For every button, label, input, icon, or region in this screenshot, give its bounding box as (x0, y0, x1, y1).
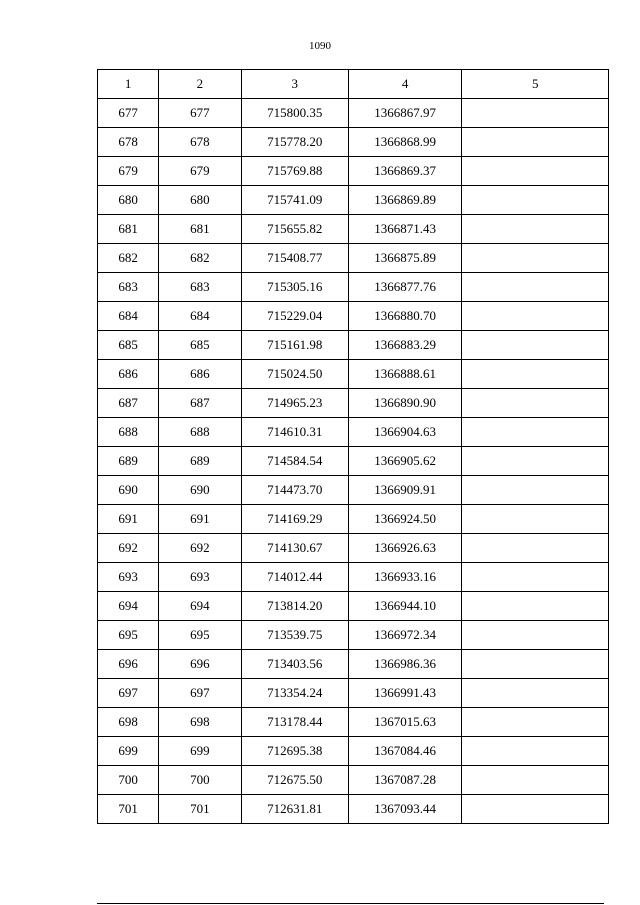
table-cell: 715800.35 (241, 99, 348, 128)
table-cell: 692 (98, 534, 159, 563)
table-row (98, 563, 609, 592)
table-cell: 714584.54 (241, 447, 348, 476)
table-cell: 699 (159, 737, 241, 766)
table-cell: 680 (98, 186, 159, 215)
table-cell: 1366869.89 (348, 186, 461, 215)
table-row (98, 476, 609, 505)
table-cell: 712631.81 (241, 795, 348, 824)
table-row (98, 389, 609, 418)
table-row (98, 157, 609, 186)
table-row (98, 244, 609, 273)
table-cell: 680 (159, 186, 241, 215)
table-cell (462, 737, 609, 766)
table-cell (462, 302, 609, 331)
table-cell: 1367084.46 (348, 737, 461, 766)
table-cell: 687 (159, 389, 241, 418)
table-cell (462, 157, 609, 186)
table-cell: 714012.44 (241, 563, 348, 592)
table-cell (462, 389, 609, 418)
table-cell: 712675.50 (241, 766, 348, 795)
table-cell: 677 (98, 99, 159, 128)
table-cell: 1366868.99 (348, 128, 461, 157)
table-cell: 688 (98, 418, 159, 447)
table-row (98, 360, 609, 389)
table-cell (462, 273, 609, 302)
table-cell: 691 (98, 505, 159, 534)
table-row (98, 447, 609, 476)
table-body (98, 99, 609, 824)
table-cell: 677 (159, 99, 241, 128)
table-cell: 690 (159, 476, 241, 505)
table-cell: 696 (159, 650, 241, 679)
table-cell (462, 621, 609, 650)
table-cell: 681 (159, 215, 241, 244)
table-cell: 1366991.43 (348, 679, 461, 708)
table-cell: 701 (98, 795, 159, 824)
table-cell: 693 (159, 563, 241, 592)
table-cell: 695 (98, 621, 159, 650)
table-row (98, 766, 609, 795)
table-cell: 694 (159, 592, 241, 621)
table-cell: 715305.16 (241, 273, 348, 302)
table-cell: 714965.23 (241, 389, 348, 418)
table-cell: 712695.38 (241, 737, 348, 766)
table-row (98, 621, 609, 650)
table-row (98, 592, 609, 621)
table-row (98, 215, 609, 244)
table-row (98, 128, 609, 157)
table-cell: 715778.20 (241, 128, 348, 157)
table-cell: 684 (159, 302, 241, 331)
table-cell: 682 (159, 244, 241, 273)
table-cell: 713539.75 (241, 621, 348, 650)
coordinates-table (97, 69, 609, 824)
table-row (98, 737, 609, 766)
table-cell: 687 (98, 389, 159, 418)
table-cell: 713814.20 (241, 592, 348, 621)
table-cell: 694 (98, 592, 159, 621)
table-cell: 699 (98, 737, 159, 766)
table-cell: 714130.67 (241, 534, 348, 563)
table-row (98, 708, 609, 737)
table-cell (462, 650, 609, 679)
table-cell: 713403.56 (241, 650, 348, 679)
table-header-row (98, 70, 609, 99)
table-cell: 713354.24 (241, 679, 348, 708)
table-cell (462, 244, 609, 273)
table-cell: 715024.50 (241, 360, 348, 389)
table-cell (462, 476, 609, 505)
table-cell: 686 (98, 360, 159, 389)
table-cell (462, 766, 609, 795)
table-cell: 683 (98, 273, 159, 302)
table-cell: 1366867.97 (348, 99, 461, 128)
column-header: 5 (462, 70, 609, 99)
table-cell: 689 (98, 447, 159, 476)
table-cell: 685 (159, 331, 241, 360)
table-cell: 686 (159, 360, 241, 389)
table-cell: 1366986.36 (348, 650, 461, 679)
table-cell (462, 592, 609, 621)
table-cell: 700 (159, 766, 241, 795)
table-cell: 689 (159, 447, 241, 476)
table-cell (462, 708, 609, 737)
table-cell: 715655.82 (241, 215, 348, 244)
table-cell: 1366944.10 (348, 592, 461, 621)
footer-rule (97, 903, 604, 904)
table-cell: 701 (159, 795, 241, 824)
table-cell: 1366877.76 (348, 273, 461, 302)
table-cell: 1366883.29 (348, 331, 461, 360)
table-cell: 1366888.61 (348, 360, 461, 389)
table-cell (462, 360, 609, 389)
table-cell: 715161.98 (241, 331, 348, 360)
table-cell: 1366880.70 (348, 302, 461, 331)
table-cell: 692 (159, 534, 241, 563)
table-cell (462, 563, 609, 592)
table-cell: 1366909.91 (348, 476, 461, 505)
table-cell: 1366875.89 (348, 244, 461, 273)
table-cell: 684 (98, 302, 159, 331)
table-cell: 681 (98, 215, 159, 244)
table-cell: 691 (159, 505, 241, 534)
table-row (98, 302, 609, 331)
table-cell: 688 (159, 418, 241, 447)
table-cell: 1366904.63 (348, 418, 461, 447)
column-header: 3 (241, 70, 348, 99)
table-cell: 698 (98, 708, 159, 737)
table-cell: 690 (98, 476, 159, 505)
table-cell (462, 534, 609, 563)
table-cell: 714610.31 (241, 418, 348, 447)
table-row (98, 505, 609, 534)
table-row (98, 186, 609, 215)
table-cell (462, 128, 609, 157)
table-cell: 695 (159, 621, 241, 650)
table-cell (462, 679, 609, 708)
table-cell: 1366924.50 (348, 505, 461, 534)
table-cell: 714473.70 (241, 476, 348, 505)
table-cell: 683 (159, 273, 241, 302)
table-cell: 715229.04 (241, 302, 348, 331)
table-cell (462, 505, 609, 534)
table-row (98, 331, 609, 360)
table-cell: 682 (98, 244, 159, 273)
table-cell: 693 (98, 563, 159, 592)
table-row (98, 679, 609, 708)
table-cell (462, 215, 609, 244)
table-cell (462, 99, 609, 128)
table-cell: 715741.09 (241, 186, 348, 215)
page-number: 1090 (309, 40, 331, 52)
table-cell: 1366933.16 (348, 563, 461, 592)
table-cell: 715408.77 (241, 244, 348, 273)
table-cell (462, 795, 609, 824)
table-cell (462, 447, 609, 476)
table-cell: 1366905.62 (348, 447, 461, 476)
table-row (98, 534, 609, 563)
table-cell: 1366972.34 (348, 621, 461, 650)
table-row (98, 99, 609, 128)
table-cell: 714169.29 (241, 505, 348, 534)
table-cell (462, 186, 609, 215)
table-cell: 700 (98, 766, 159, 795)
table-cell: 678 (159, 128, 241, 157)
table-cell: 1367087.28 (348, 766, 461, 795)
table-cell (462, 331, 609, 360)
table-cell: 697 (159, 679, 241, 708)
table-row (98, 273, 609, 302)
table-cell: 679 (159, 157, 241, 186)
table-row (98, 418, 609, 447)
table-cell: 696 (98, 650, 159, 679)
table-cell: 715769.88 (241, 157, 348, 186)
table-cell: 698 (159, 708, 241, 737)
table-cell: 1367093.44 (348, 795, 461, 824)
column-header: 1 (98, 70, 159, 99)
table-cell: 713178.44 (241, 708, 348, 737)
column-header: 4 (348, 70, 461, 99)
table-cell: 1366871.43 (348, 215, 461, 244)
table-cell: 1366890.90 (348, 389, 461, 418)
table-row (98, 650, 609, 679)
table-cell: 1367015.63 (348, 708, 461, 737)
table-cell (462, 418, 609, 447)
table-cell: 1366926.63 (348, 534, 461, 563)
column-header: 2 (159, 70, 241, 99)
table-cell: 697 (98, 679, 159, 708)
table-cell: 678 (98, 128, 159, 157)
table-cell: 685 (98, 331, 159, 360)
table-row (98, 795, 609, 824)
table-cell: 679 (98, 157, 159, 186)
table-cell: 1366869.37 (348, 157, 461, 186)
